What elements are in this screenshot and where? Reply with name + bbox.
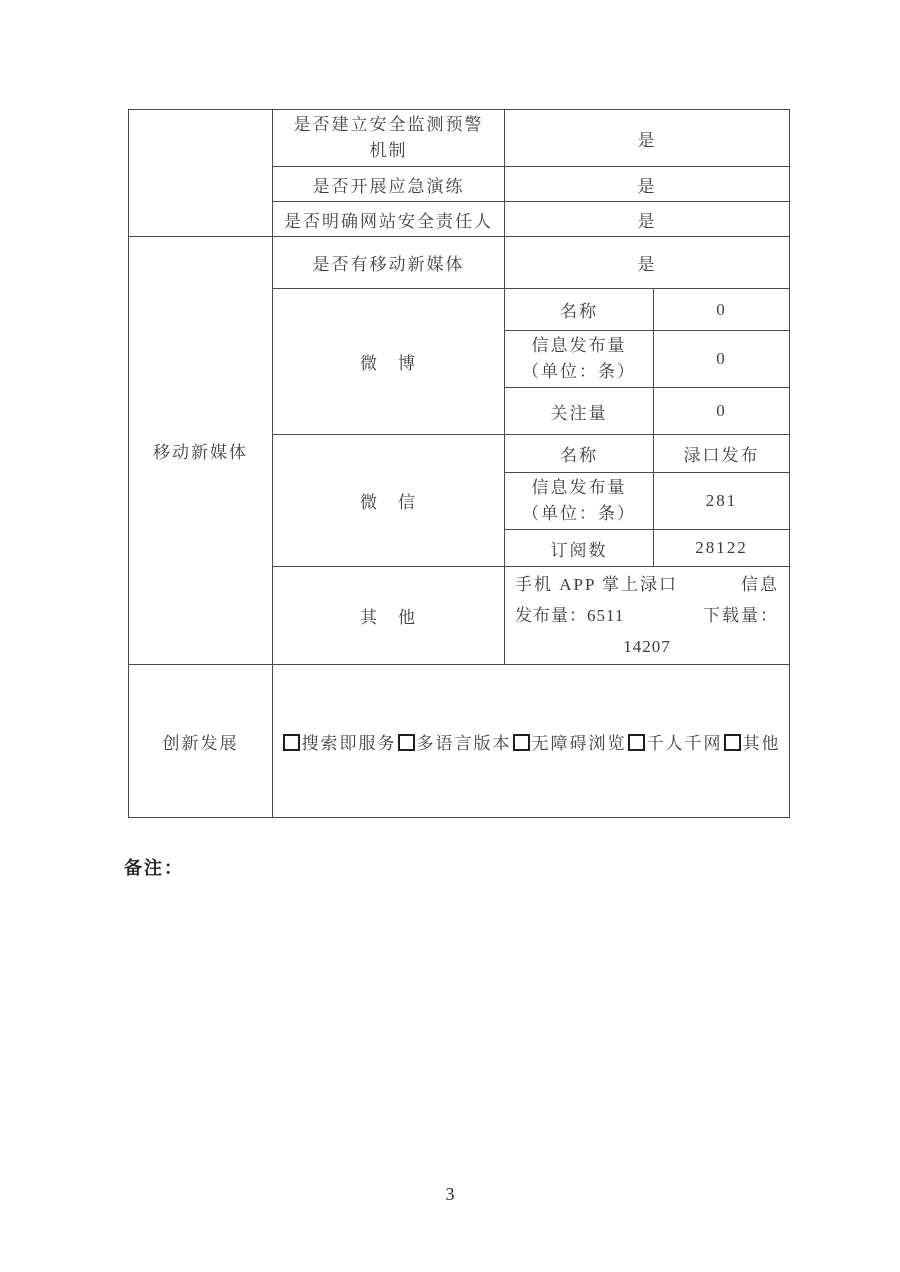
table-row [129,665,790,818]
checkbox-search-service-label: 搜索即服务 [301,733,397,753]
label-cell-emergency-drill: 是否开展应急演练 [273,167,505,202]
label-cell-weibo-followers: 关注量 [505,388,654,435]
checkbox-accessibility-label: 无障碍浏览 [531,733,627,753]
category-cell-innovation: 创新发展 [129,665,273,818]
value-cell-wechat-posts: 281 [654,473,790,530]
category-cell-empty [129,110,273,237]
value-cell-security-monitoring: 是 [505,110,790,167]
innovation-options-cell [273,665,790,818]
label-cell-wechat-posts [505,473,654,530]
label-cell-security-monitoring [273,110,505,167]
other-media-app: 手机 APP 掌上渌口 [515,575,679,594]
label-cell-weibo-name: 名称 [505,289,654,331]
notes-label: 备注： [124,858,184,878]
other-media-posts: 发布量：6511 [515,606,625,625]
label-cell-wechat-name: 名称 [505,435,654,473]
group-cell-weibo: 微 博 [273,289,505,435]
group-cell-other-media: 其 他 [273,567,505,665]
other-media-info: 信息 [741,575,779,594]
checkbox-other[interactable] [724,734,741,751]
value-cell-other-media [505,567,790,665]
label-text: （单位：条） [522,362,636,381]
other-media-downloads-label: 下载量： [703,606,779,625]
annual-report-table [128,109,790,818]
value-cell-weibo-followers: 0 [654,388,790,435]
checkbox-multilingual-label: 多语言版本 [416,733,512,753]
label-text: 是否建立安全监测预警 [293,115,484,134]
label-text: 信息发布量 [531,336,627,355]
value-cell-wechat-name: 渌口发布 [654,435,790,473]
innovation-options-line [282,734,781,753]
value-cell-weibo-posts: 0 [654,331,790,388]
checkbox-search-service[interactable] [283,734,300,751]
value-cell-wechat-subscribers: 28122 [654,530,790,567]
checkbox-multilingual[interactable] [398,734,415,751]
other-media-downloads-value: 14207 [623,637,671,656]
value-cell-security-officer: 是 [505,202,790,237]
table-row [129,237,790,289]
value-cell-emergency-drill: 是 [505,167,790,202]
checkbox-other-label: 其他 [742,733,781,753]
label-text: （单位：条） [522,504,636,523]
label-text: 信息发布量 [531,478,627,497]
category-cell-mobile-media: 移动新媒体 [129,237,273,665]
page-number: 3 [445,1184,455,1204]
label-cell-security-officer: 是否明确网站安全责任人 [273,202,505,237]
checkbox-personalized-web-label: 千人千网 [646,733,723,753]
label-cell-wechat-subscribers: 订阅数 [505,530,654,567]
label-text: 机制 [369,141,408,160]
label-cell-weibo-posts [505,331,654,388]
other-media-line1 [509,569,785,600]
value-cell-has-mobile-media: 是 [505,237,790,289]
label-cell-has-mobile-media: 是否有移动新媒体 [273,237,505,289]
table-row [129,110,790,167]
checkbox-accessibility[interactable] [513,734,530,751]
other-media-line2 [509,600,785,631]
group-cell-wechat: 微 信 [273,435,505,567]
value-cell-weibo-name: 0 [654,289,790,331]
checkbox-personalized-web[interactable] [628,734,645,751]
